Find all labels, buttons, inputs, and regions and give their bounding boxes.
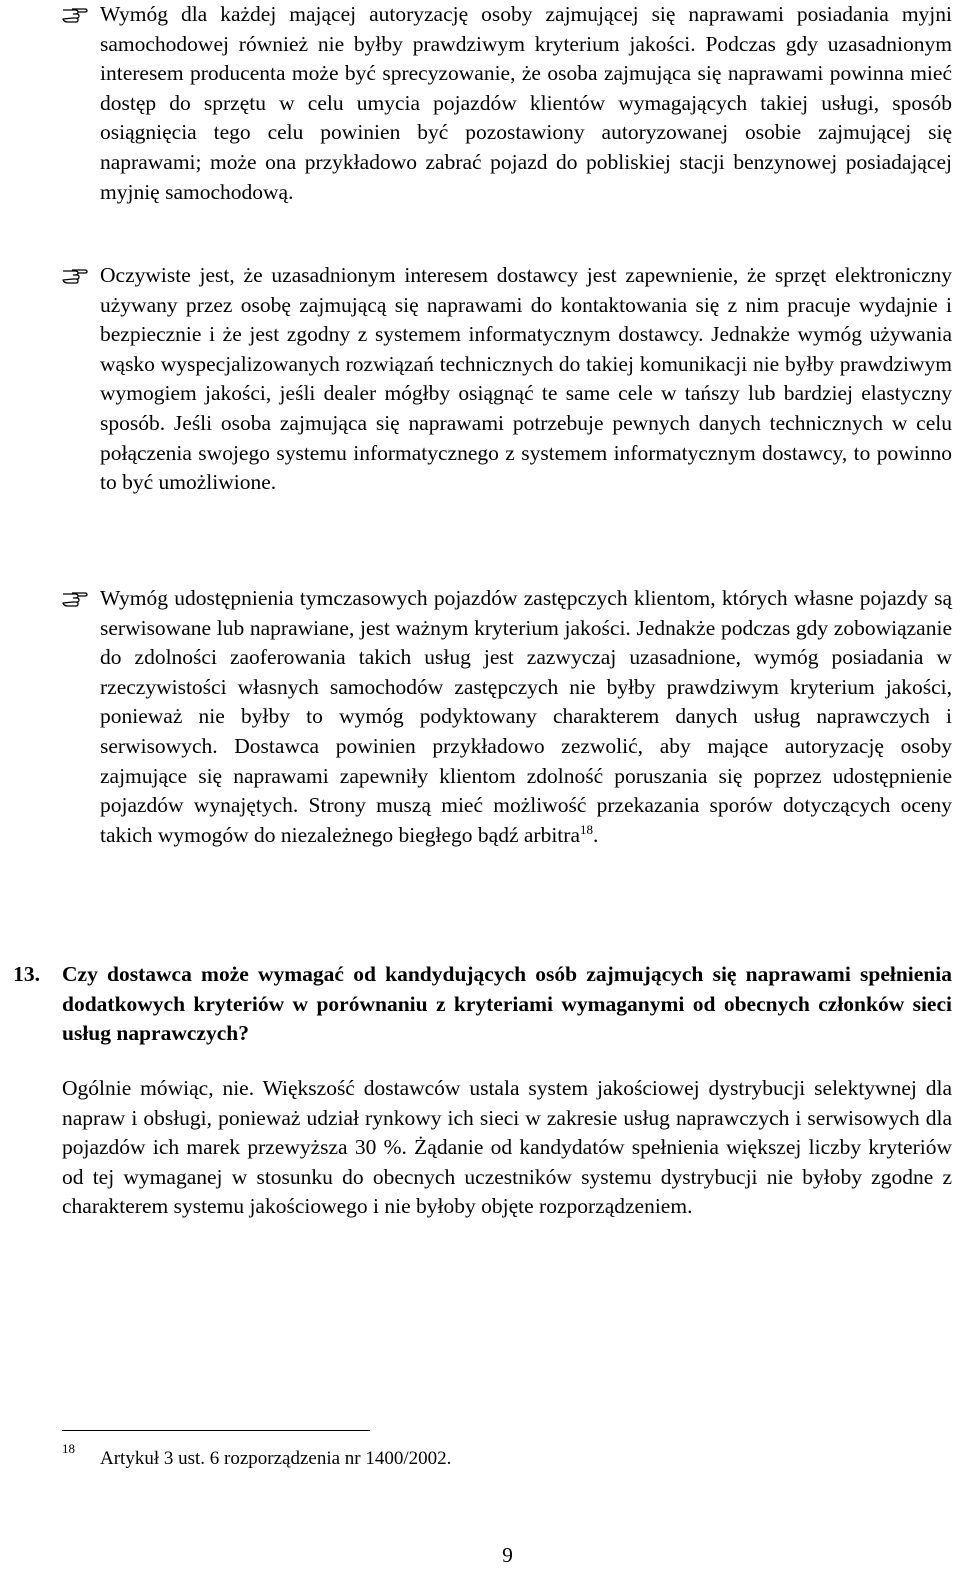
pointing-hand-icon: [62, 4, 88, 24]
footnote-reference[interactable]: 18: [579, 821, 593, 837]
answer-paragraph: Ogólnie mówiąc, nie. Większość dostawców ustala system jakościowej dystrybucji selektywnej dla napraw i obsługi, ponieważ udział rynkowy ich sieci w zakresie usług naprawczych i serwisowych dla pojazdów ich marek przewyższa 30 %. Żądanie od kandydatów spełnienia większej liczby kryteriów od tej wymaganej w stosunku do obecnych uczestników systemu dystrybucji nie byłoby zgodne z charakterem systemu jakościowego i nie byłoby objęte rozporządzeniem.: [62, 1076, 952, 1219]
bullet-text: Oczywiste jest, że uzasadnionym interesem dostawcy jest zapewnienie, że sprzęt elektroniczny używany przez osobę zajmującą się naprawami do kontaktowania się z nim pracuje wydajnie i bezpiecznie i że jest zgodny z systemem informatycznym dostawcy. Jednakże wymóg używania wąsko wyspecjalizowanych rozwiązań technicznych do takiej komunikacji nie byłby prawdziwym wymogiem jakości, jeśli dealer mógłby osiągnąć te same cele w tańszy lub bardziej elastyczny sposób. Jeśli osoba zajmująca się naprawami potrzebuje pewnych danych technicznych w celu połączenia swojego systemu informatycznego z systemem informatycznym dostawcy, to powinno to być umożliwione.: [100, 263, 952, 495]
footnote-divider: [62, 1430, 370, 1431]
footnote: [62, 1440, 952, 1472]
question-heading: [0, 960, 952, 1049]
bullet-item: [62, 584, 952, 850]
bullet-item: [62, 0, 952, 207]
bullet-text: [100, 584, 952, 850]
pointing-hand-icon: [62, 588, 88, 608]
bullet-item: [62, 261, 952, 498]
footnote-mark: 18: [62, 1441, 75, 1456]
bullet-text: Wymóg dla każdej mającej autoryzację osoby zajmującej się naprawami posiadania myjni samochodowej również nie byłby prawdziwym kryterium jakości. Podczas gdy uzasadnionym interesem producenta może być sprecyzowanie, że osoba zajmująca się naprawami powinna mieć dostęp do sprzętu w celu umycia pojazdów klientów wymagających takiej usługi, sposób osiągnięcia tego celu powinien być pozostawiony autoryzowanej osobie zajmującej się naprawami; może ona przykładowo zabrać pojazd do pobliskiej stacji benzynowej posiadającej myjnię samochodową.: [100, 2, 952, 204]
question-text: Czy dostawca może wymagać od kandydujących osób zajmujących się naprawami spełnienia dodatkowych kryteriów w porównaniu z kryteriami wymaganymi od obecnych członków sieci usług naprawczych?: [62, 962, 952, 1046]
question-number: 13.: [13, 962, 40, 986]
pointing-hand-icon: [62, 265, 88, 285]
bullet-text-body: Wymóg udostępnienia tymczasowych pojazdów zastępczych klientom, których własne pojazdy są serwisowane lub naprawiane, jest ważnym kryterium jakości. Jednakże podczas gdy zobowiązanie do zdolności zaoferowania takich usług jest zazwyczaj uzasadnione, wymóg posiadania w rzeczywistości własnych samochodów zastępczych nie byłby prawdziwym kryterium jakości, ponieważ nie byłby to wymóg podyktowany charakterem danych usług naprawczych i serwisowych. Dostawca powinien przykładowo zezwolić, aby mające autoryzację osoby zajmujące się naprawami zapewniły klientom zdolność poruszania się poprzez udostępnienie pojazdów wynajętych. Strony muszą mieć możliwość przekazania sporów dotyczących oceny takich wymogów do niezależnego biegłego bądź arbitra: [100, 586, 952, 847]
bullet-text-end: .: [592, 822, 599, 847]
footnote-text: Artykuł 3 ust. 6 rozporządzenia nr 1400/2002.: [100, 1448, 452, 1469]
page-number: 9: [502, 1543, 513, 1567]
